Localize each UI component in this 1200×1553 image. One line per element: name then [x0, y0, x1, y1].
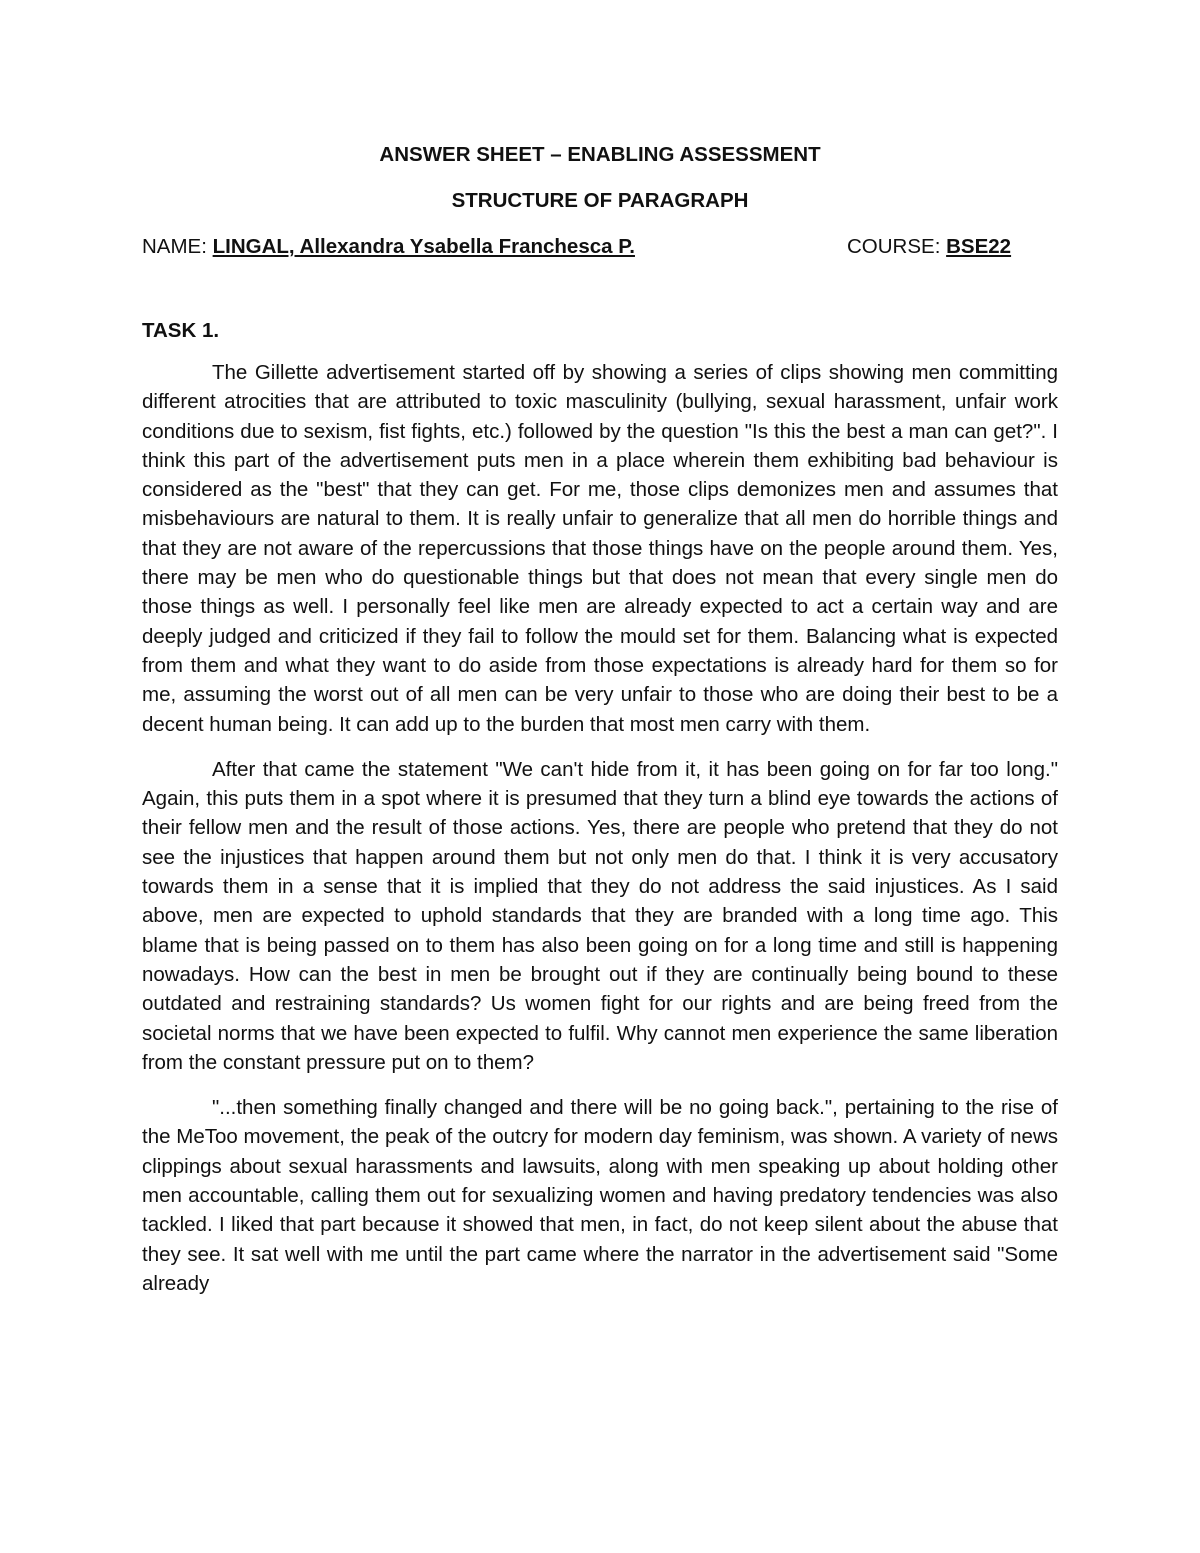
name-label: NAME:: [142, 235, 213, 258]
document-subtitle: STRUCTURE OF PARAGRAPH: [451, 189, 749, 212]
answer-sheet-page: [142, 140, 1058, 1298]
task-heading: TASK 1.: [142, 319, 220, 342]
name-value: LINGAL, Allexandra Ysabella Franchesca P.: [212, 235, 635, 258]
course-value: BSE22: [946, 235, 1012, 258]
document-title: ANSWER SHEET – ENABLING ASSESSMENT: [379, 143, 821, 166]
paragraph-1: The Gillette advertisement started off by showing a series of clips showing men committing different atrocities that are attributed to toxic masculinity (bullying, sexual harassment, unfair work conditions due to sexism, fist fights, etc.) followed by the question "Is this the best a man can get?". I think this part of the advertisement puts men in a place wherein them exhibiting bad behaviour is considered as the "best" that they can get. For me, those clips demonizes men and assumes that misbehaviours are natural to them. It is really unfair to generalize that all men do horrible things and that they are not aware of the repercussions that those things have on the people around them. Yes, there may be men who do questionable things but that does not mean that every single men do those things as well. I personally feel like men are already expected to act a certain way and are deeply judged and criticized if they fail to follow the mould set for them. Balancing what is expected from them and what they want to do aside from those expectations is already hard for them so for me, assuming the worst out of all men can be very unfair to those who are doing their best to be a decent human being. It can add up to the burden that most men carry with them.: [142, 361, 1058, 736]
paragraph-3: "...then something finally changed and there will be no going back.", pertaining to the rise of the MeToo movement, the peak of the outcry for modern day feminism, was shown. A variety of news clippings about sexual harassments and lawsuits, along with men speaking up about holding other men accountable, calling them out for sexualizing women and having predatory tendencies was also tackled. I liked that part because it showed that men, in fact, do not keep silent about the abuse that they see. It sat well with me until the part came where the narrator in the advertisement said "Some already: [142, 1096, 1058, 1295]
course-label: COURSE:: [847, 235, 947, 258]
student-info-row: [142, 232, 1058, 264]
paragraph-2: After that came the statement "We can't hide from it, it has been going on for far too long." Again, this puts them in a spot where it is presumed that they turn a blind eye towards the actions of their fellow men and the result of those actions. Yes, there are people who pretend that they do not see the injustices that happen around them but not only men do that. I think it is very accusatory towards them in a sense that it is implied that they do not address the said injustices. As I said above, men are expected to uphold standards that they are branded with a long time ago. This blame that is being passed on to them has also been going on for a long time and still is happening nowadays. How can the best in men be brought out if they are continually being bound to these outdated and restraining standards? Us women fight for our rights and are being freed from the societal norms that we have been expected to fulfil. Why cannot men experience the same liberation from the constant pressure put on to them?: [142, 757, 1058, 1074]
name-field: [142, 232, 635, 262]
course-field: [847, 232, 1011, 262]
